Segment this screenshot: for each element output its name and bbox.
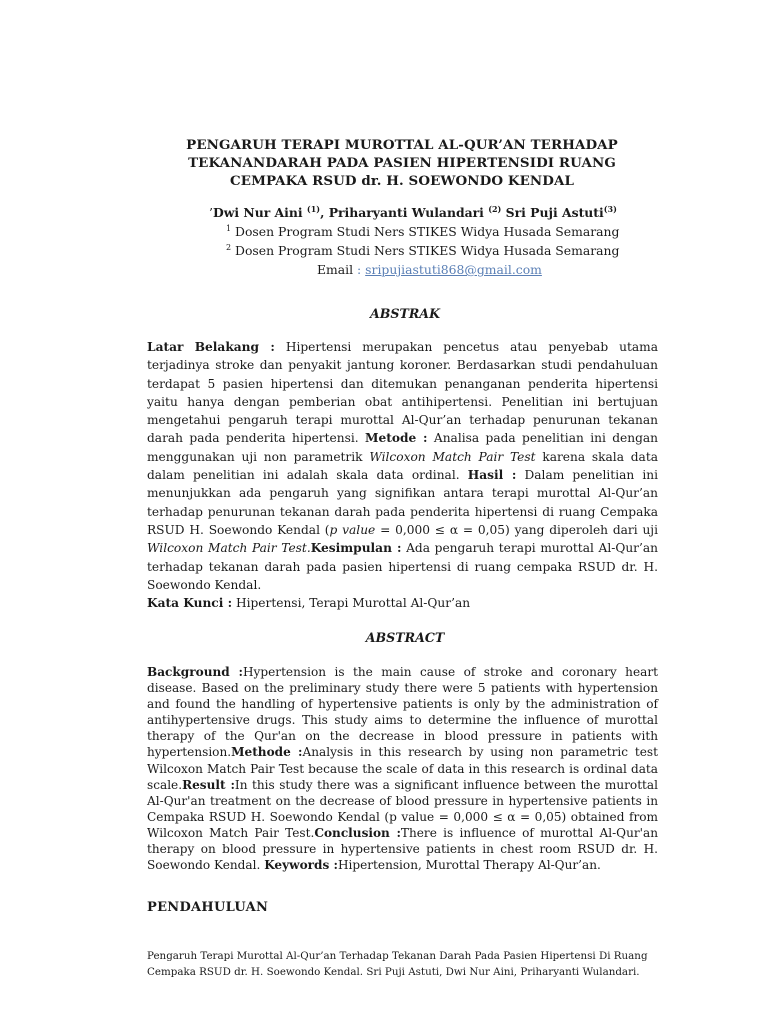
abstract-paragraph: Background :Hypertension is the main cause of stroke and coronary heart disease. Based on the preliminary study there were 5 patients with hypertension and found the handling of hypertensive patients is only by the administration of antihypertensive drugs. This study aims to determine the influence of murottal therapy of the Qur'an on the decrease in blood pressure in patients with hypertension.Methode :Analysis in this research by using non parametric test Wilcoxon Match Pair Test because the scale of data in this research is ordinal data scale.Result :In this study there was a significant influence between the murottal Al-Qur'an treatment on the decrease of blood pressure in hypertensive patients in Cempaka RSUD H. Soewondo Kendal (p value = 0,000 ≤ α = 0,05) obtained from Wilcoxon Match Pair Test.Conclusion :There is influence of murottal Al-Qur'an therapy on blood pressure in hypertensive patients in chest room RSUD dr. H. Soewondo Kendal. Keywords :Hipertension, Murottal Therapy Al-Qur’an. <box>147 665 658 873</box>
title-line-2: TEKANANDARAH PADA PASIEN HIPERTENSIDI RUANG <box>188 155 616 171</box>
paper-title <box>150 136 654 190</box>
affiliation-2: $^2$ Dosen Program Studi Ners STIKES Widya Husada Semarang <box>226 242 620 258</box>
author-block <box>150 203 700 279</box>
author-names: ’Dwi Nur Aini $^{(1)}$, Priharyanti Wulandari $^{(2)}$ Sri Puji Astuti$^{(3)}$ <box>209 203 617 220</box>
kata-kunci-label: Kata Kunci : <box>147 596 233 611</box>
page-footer <box>147 948 667 980</box>
title-line-3: CEMPAKA RSUD dr. H. SOEWONDO KENDAL <box>230 173 574 189</box>
footer-line-2: Cempaka RSUD dr. H. Soewondo Kendal. Sri Puji Astuti, Dwi Nur Aini, Priharyanti Wulandari. <box>147 966 640 978</box>
email-line: Email : sripujiastuti868@gmail.com <box>317 262 542 277</box>
abstrak-heading: ABSTRAK <box>369 306 441 321</box>
abstrak-paragraph: Latar Belakang : Hipertensi merupakan pencetus atau penyebab utama terjadinya stroke dan penyakit jantung koroner. Berdasarkan studi pendahuluan terdapat 5 pasien hipertensi dan ditemukan penanganan penderita hipertensi yaitu hanya dengan pemberian obat antihipertensi. Penelitian ini bertujuan mengetahui pengaruh terapi murottal Al-Qur’an terhadap penurunan tekanan darah pada penderita hipertensi. Metode : Analisa pada penelitian ini dengan menggunakan uji non parametrik Wilcoxon Match Pair Test karena skala data dalam penelitian ini adalah skala data ordinal. Hasil : Dalam penelitian ini menunjukkan ada pengaruh yang signifikan antara terapi murottal Al-Qur’an terhadap penurunan tekanan darah pada penderita hipertensi di ruang Cempaka RSUD H. Soewondo Kendal (p value = 0,000 ≤ α = 0,05) yang diperoleh dari uji Wilcoxon Match Pair Test.Kesimpulan : Ada pengaruh terapi murottal Al-Qur’an terhadap tekanan darah pada pasien hipertensi di ruang cempaka RSUD dr. H. Soewondo Kendal. Kata Kunci : Hipertensi, Terapi Murottal Al-Qur’an <box>147 340 659 611</box>
affiliation-1: $^1$ Dosen Program Studi Ners STIKES Widya Husada Semarang <box>226 223 620 239</box>
kata-kunci-text: Hipertensi, Terapi Murottal Al-Qur’an <box>232 596 471 611</box>
email-link[interactable]: sripujiastuti868@gmail.com <box>365 262 542 277</box>
section-heading-pendahuluan: PENDAHULUAN <box>147 900 269 915</box>
footer-line-1: Pengaruh Terapi Murottal Al-Qur’an Terhadap Tekanan Darah Pada Pasien Hipertensi Di Ruang <box>147 950 648 962</box>
abstract-heading: ABSTRACT <box>365 630 445 645</box>
title-line-1: PENGARUH TERAPI MUROTTAL AL-QUR’AN TERHADAP <box>186 137 618 153</box>
